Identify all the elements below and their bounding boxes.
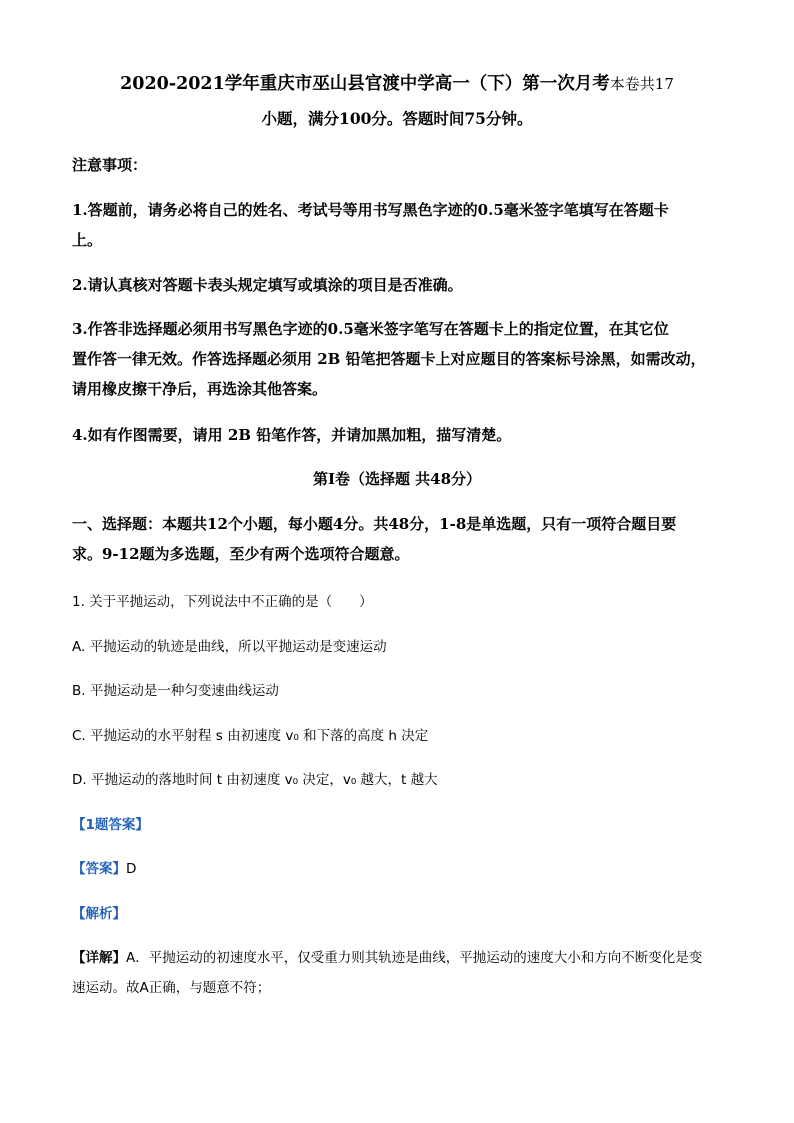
section-intro-line-2: 求。9-12题为多选题，至少有两个选项符合题意。	[72, 545, 410, 563]
notes-heading: 注意事项：	[72, 156, 148, 174]
detail-text-1: A．平抛运动的初速度水平，仅受重力则其轨迹是曲线，平抛运动的速度大小和方向不断变化是变	[126, 950, 703, 966]
note-item-1-line-1: 1.答题前，请务必将自己的姓名、考试号等用书写黑色字迹的0.5毫米签字笔填写在答题卡	[72, 201, 669, 219]
note-item-3-line-2: 置作答一律无效。作答选择题必须用 2B 铅笔把答题卡上对应题目的答案标号涂黑，如需改动，	[72, 350, 706, 368]
note-item-3-line-3: 请用橡皮擦干净后，再选涂其他答案。	[72, 380, 328, 398]
note-item-1-line-2: 上。	[72, 231, 103, 249]
title-main: 2020-2021学年重庆市巫山县官渡中学高一（下）第一次月考	[120, 74, 610, 94]
analysis-label: 【解析】	[72, 906, 126, 922]
note-item-2: 2.请认真核对答题卡表头规定填写或填涂的项目是否准确。	[72, 276, 463, 294]
note-item-3-line-1: 3.作答非选择题必须用书写黑色字迹的0.5毫米签字笔写在答题卡上的指定位置，在其它位	[72, 320, 669, 338]
answer-tag-title: 【1题答案】	[72, 817, 149, 833]
answer-value: D	[126, 861, 137, 877]
question-1-option-d: D. 平抛运动的落地时间 t 由初速度 v₀ 决定，v₀ 越大，t 越大	[72, 772, 438, 788]
detail-line-2: 速运动。故A正确，与题意不符；	[72, 980, 271, 996]
section-intro-line-1: 一、选择题：本题共12个小题，每小题4分。共48分，1-8是单选题，只有一项符合题目要	[72, 515, 677, 533]
note-item-4: 4.如有作图需要，请用 2B 铅笔作答，并请加黑加粗，描写清楚。	[72, 426, 512, 444]
question-1-option-b: B. 平抛运动是一种匀变速曲线运动	[72, 683, 279, 699]
detail-label: 【详解】	[72, 950, 126, 966]
answer-row	[72, 857, 722, 877]
question-1-option-c: C. 平抛运动的水平射程 s 由初速度 v₀ 和下落的高度 h 决定	[72, 728, 429, 744]
section-heading: 第Ⅰ卷（选择题 共48分）	[312, 470, 482, 488]
question-1-stem: 1. 关于平抛运动，下列说法中不正确的是（ ）	[72, 594, 373, 610]
question-1-option-a: A. 平抛运动的轨迹是曲线，所以平抛运动是变速运动	[72, 639, 387, 655]
document-title-line-1	[60, 70, 734, 95]
answer-label: 【答案】	[72, 861, 126, 877]
title-tail: 本卷共17	[609, 75, 674, 93]
detail-line-1	[72, 946, 722, 966]
document-title-line-2: 小题，满分100分。答题时间75分钟。	[261, 109, 533, 128]
